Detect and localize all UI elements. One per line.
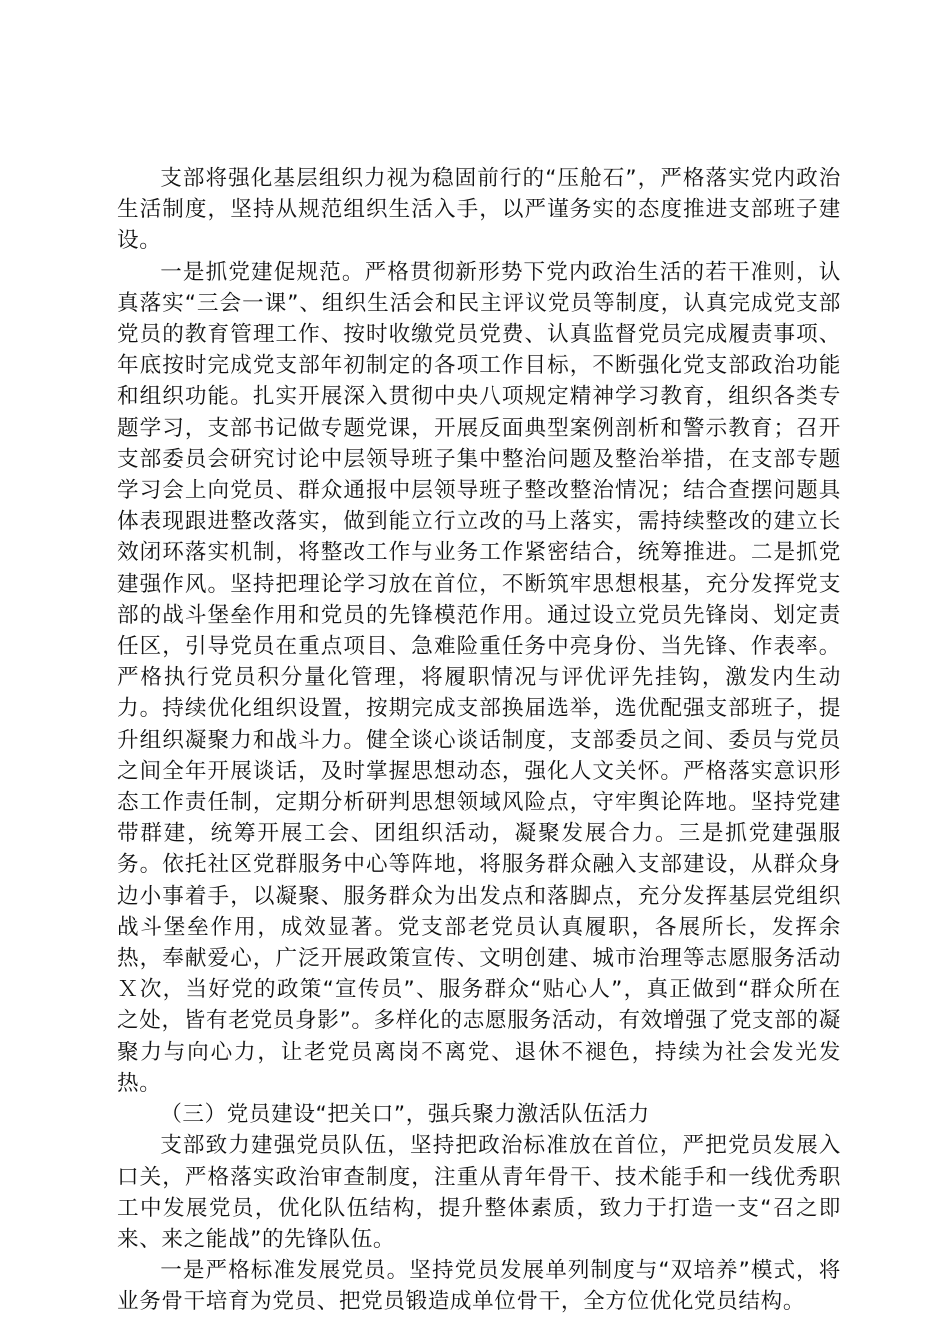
paragraph-party-building: 一是抓党建促规范。严格贯彻新形势下党内政治生活的若干准则，认真落实“三会一课”、组织生活会和民主评议党员等制度，认真完成党支部党员的教育管理工作、按时收缴党员党费、认真监督党员完成履责事项、年底按时完成党支部年初制定的各项工作目标，不断强化党支部政治功能和组织功能。扎实开展深入贯彻中央八项规定精神学习教育，组织各类专题学习，支部书记做专题党课，开展反面典型案例剖析和警示教育；召开支部委员会研究讨论中层领导班子集中整治问题及整治举措，在支部专题学习会上向党员、群众通报中层领导班子整改整治情况；结合查摆问题具体表现跟进整改落实，做到能立行立改的马上落实，需持续整改的建立长效闭环落实机制，将整改工作与业务工作紧密结合，统筹推进。二是抓党建强作风。坚持把理论学习放在首位，不断筑牢思想根基，充分发挥党支部的战斗堡垒作用和党员的先锋模范作用。通过设立党员先锋岗、划定责任区，引导党员在重点项目、急难险重任务中亮身份、当先锋、作表率。严格执行党员积分量化管理，将履职情况与评优评先挂钩，激发内生动力。持续优化组织设置，按期完成支部换届选举，选优配强支部班子，提升组织凝聚力和战斗力。健全谈心谈话制度，支部委员之间、委员与党员之间全年开展谈话，及时掌握思想动态，强化人文关怀。严格落实意识形态工作责任制，定期分析研判思想领域风险点，守牢舆论阵地。坚持党建带群建，统筹开展工会、团组织活动，凝聚发展合力。三是抓党建强服务。依托社区党群服务中心等阵地，将服务群众融入支部建设，从群众身边小事着手，以凝聚、服务群众为出发点和落脚点，充分发挥基层党组织战斗堡垒作用，成效显著。党支部老党员认真履职，各展所长，发挥余热，奉献爱心，广泛开展政策宣传、文明创建、城市治理等志愿服务活动Ｘ次，当好党的政策“宣传员”、服务群众“贴心人”，真正做到“群众所在之处，皆有老党员身影”。多样化的志愿服务活动，有效增强了党支部的凝聚力与向心力，让老党员离岗不离党、退休不褪色，持续为社会发光发热。 [117, 259, 841, 1096]
paragraph-intro: 支部将强化基层组织力视为稳固前行的“压舱石”，严格落实党内政治生活制度，坚持从规范组织生活入手，以严谨务实的态度推进支部班子建设。 [117, 166, 841, 254]
document-page [117, 163, 841, 1318]
paragraph-member-development: 一是严格标准发展党员。坚持党员发展单列制度与“双培养”模式，将业务骨干培育为党员、把党员锻造成单位骨干，全方位优化党员结构。 [117, 1258, 841, 1315]
paragraph-member-team: 支部致力建强党员队伍，坚持把政治标准放在首位，严把党员发展入口关，严格落实政治审查制度，注重从青年骨干、技术能手和一线优秀职工中发展党员，优化队伍结构，提升整体素质，致力于打造一支“召之即来、来之能战”的先锋队伍。 [117, 1133, 841, 1252]
section-heading: （三）党员建设“把关口”，强兵聚力激活队伍活力 [160, 1102, 650, 1128]
